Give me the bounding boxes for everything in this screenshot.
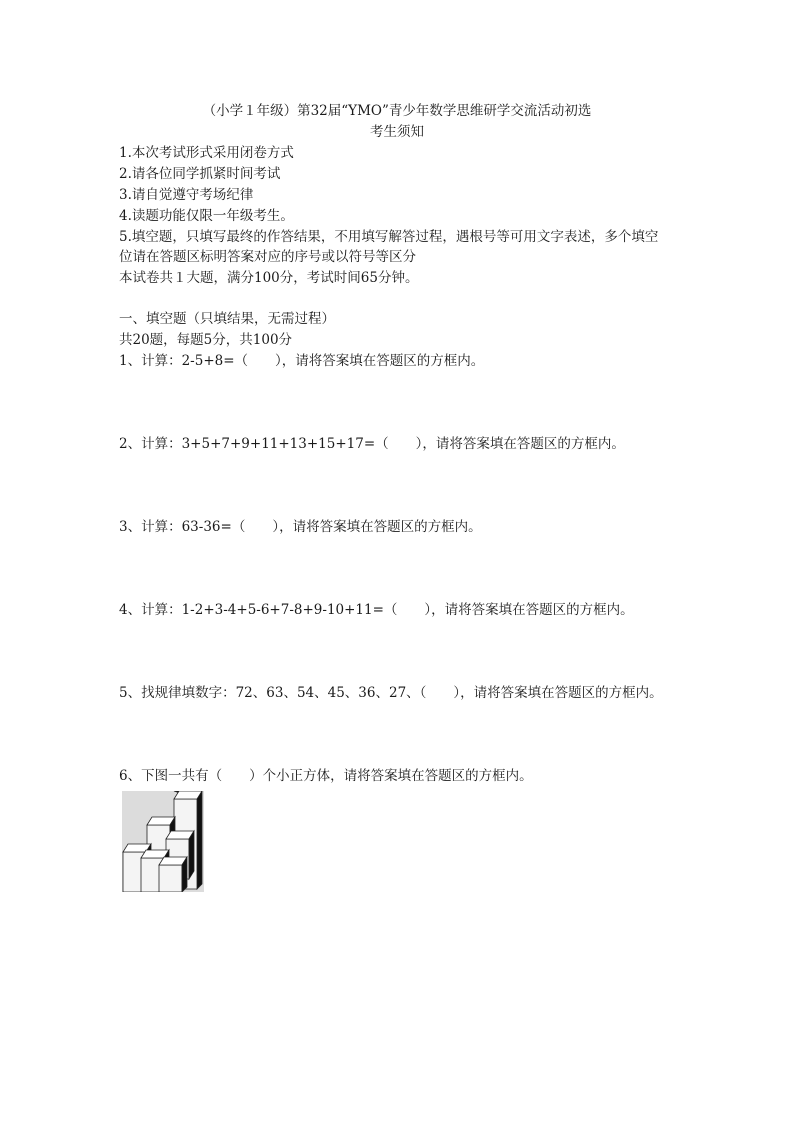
notice-item-5: 5.填空题，只填写最终的作答结果，不用填写解答过程，遇根号等可用文字表述，多个填空 — [119, 229, 659, 245]
notice-item-4: 4.读题功能仅限一年级考生。 — [119, 208, 294, 224]
question-5: 5、找规律填数字：72、63、54、45、36、27、（ ），请将答案填在答题区的方框内。 — [119, 685, 663, 701]
question-3: 3、计算：63-36=（ ），请将答案填在答题区的方框内。 — [119, 519, 482, 535]
section-heading: 一、填空题（只填结果，无需过程） — [119, 311, 335, 327]
question-1: 1、计算：2-5+8=（ ），请将答案填在答题区的方框内。 — [119, 353, 485, 369]
cube-stack-figure — [122, 791, 204, 892]
question-2: 2、计算：3+5+7+9+11+13+15+17=（ ），请将答案填在答题区的方框内。 — [119, 436, 625, 452]
notice-item-5-continued: 位请在答题区标明答案对应的序号或以符号等区分 — [119, 249, 416, 265]
exam-summary: 本试卷共１大题，满分100分，考试时间65分钟。 — [119, 270, 419, 286]
notice-heading: 考生须知 — [370, 124, 424, 140]
notice-item-3: 3.请自觉遵守考场纪律 — [119, 187, 254, 203]
notice-item-2: 2.请各位同学抓紧时间考试 — [119, 166, 281, 182]
question-6: 6、下图一共有（ ）个小正方体，请将答案填在答题区的方框内。 — [119, 768, 533, 784]
section-info: 共20题，每题5分，共100分 — [119, 332, 293, 348]
notice-item-1: 1.本次考试形式采用闭卷方式 — [119, 145, 294, 161]
exam-title: （小学１年级）第32届“YMO”青少年数学思维研学交流活动初选 — [202, 103, 592, 119]
question-4: 4、计算：1-2+3-4+5-6+7-8+9-10+11=（ ），请将答案填在答题区的方框内。 — [119, 602, 634, 618]
cube-front-right — [159, 857, 187, 892]
